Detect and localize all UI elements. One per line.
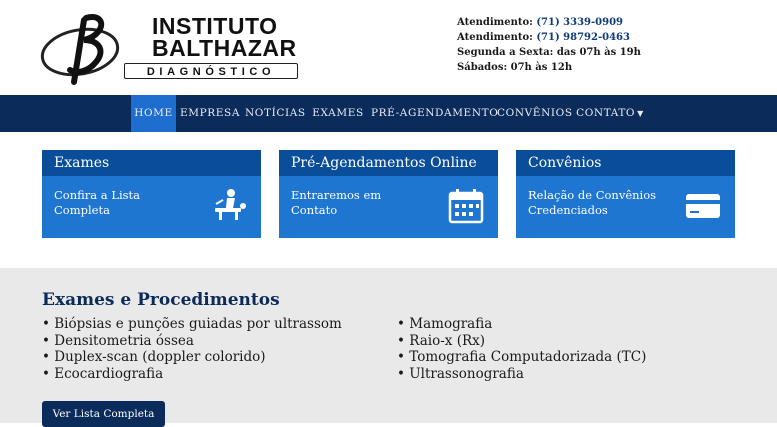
list-item: • Raio-x (Rx) bbox=[397, 333, 646, 350]
contact-line: Atendimento: (71) 98792-0463 bbox=[457, 32, 630, 43]
nav-contato[interactable]: CONTATO ▼ bbox=[576, 95, 644, 132]
list-item: • Densitometria óssea bbox=[42, 333, 342, 350]
phone-link[interactable]: (71) 3339-0909 bbox=[536, 17, 623, 28]
list-item: • Ultrassonografia bbox=[397, 366, 646, 383]
procedures-list-left bbox=[42, 316, 342, 382]
contact-line: Atendimento: (71) 3339-0909 bbox=[457, 17, 623, 28]
logo-mark-icon bbox=[40, 12, 124, 86]
nav-pre-agendamento[interactable]: PRÉ-AGENDAMENTO bbox=[371, 107, 499, 119]
card-title: Convênios bbox=[516, 150, 735, 176]
main-nav bbox=[0, 95, 777, 132]
card-text: Entraremos em Contato bbox=[291, 188, 382, 217]
nav-exames[interactable]: EXAMES bbox=[312, 107, 364, 119]
list-item: • Biópsias e punções guiadas por ultrassom bbox=[42, 316, 342, 333]
brand-line3: DIAGNÓSTICO bbox=[124, 63, 298, 79]
credit-card-icon bbox=[685, 188, 721, 224]
nav-home[interactable]: HOME bbox=[131, 95, 176, 132]
nav-noticias[interactable]: NOTÍCIAS bbox=[245, 107, 306, 119]
contact-line: Sábados: 07h às 12h bbox=[457, 62, 573, 73]
contact-line: Segunda a Sexta: das 07h às 19h bbox=[457, 47, 641, 58]
nav-empresa[interactable]: EMPRESA bbox=[180, 107, 241, 119]
procedures-list-right bbox=[397, 316, 646, 382]
contact-info bbox=[457, 15, 641, 75]
card-convenios[interactable] bbox=[516, 150, 735, 238]
card-title: Pré-Agendamentos Online bbox=[279, 150, 498, 176]
brand-line2: BALTHAZAR bbox=[152, 35, 297, 61]
site-header bbox=[0, 0, 777, 95]
brand-line1: INSTITUTO bbox=[152, 13, 278, 39]
phone-link[interactable]: (71) 98792-0463 bbox=[536, 32, 630, 43]
list-item: • Ecocardiografia bbox=[42, 366, 342, 383]
nav-convenios[interactable]: CONVÊNIOS bbox=[497, 107, 573, 119]
card-title: Exames bbox=[42, 150, 261, 176]
calendar-icon bbox=[448, 188, 484, 224]
patient-exam-icon bbox=[211, 188, 247, 224]
section-title: Exames e Procedimentos bbox=[42, 290, 280, 310]
site-logo[interactable] bbox=[40, 12, 302, 86]
card-pre-agendamento[interactable] bbox=[279, 150, 498, 238]
card-text: Relação de Convênios Credenciados bbox=[528, 188, 657, 217]
list-item: • Tomografia Computadorizada (TC) bbox=[397, 349, 646, 366]
list-item: • Mamografia bbox=[397, 316, 646, 333]
list-item: • Duplex-scan (doppler colorido) bbox=[42, 349, 342, 366]
card-text: Confira a Lista Completa bbox=[54, 188, 141, 217]
chevron-down-icon: ▼ bbox=[637, 109, 644, 118]
view-full-list-button[interactable]: Ver Lista Completa bbox=[42, 401, 165, 427]
card-exames[interactable] bbox=[42, 150, 261, 238]
